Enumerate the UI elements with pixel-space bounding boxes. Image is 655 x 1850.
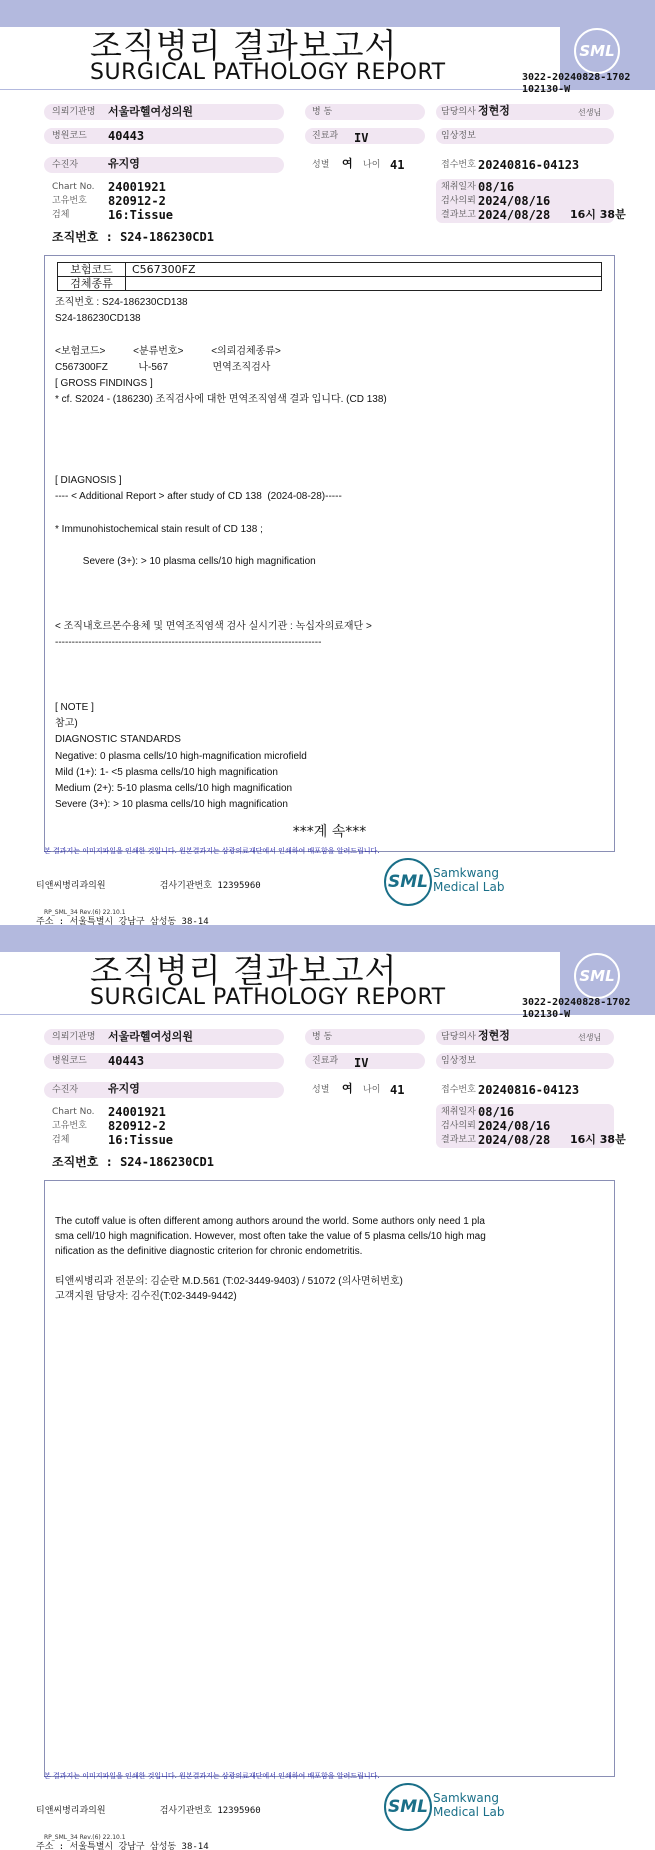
sex-value: 여	[342, 157, 353, 170]
report-line: sma cell/10 high magnification. However, most often take the value of 5 plasma cells/10 high mag	[55, 1231, 486, 1242]
report-line: Severe (3+): > 10 plasma cells/10 high magnification	[55, 556, 316, 568]
age-label: 나이	[363, 1085, 381, 1095]
chart-no-label: Chart No.	[52, 182, 95, 192]
label-pill	[44, 157, 284, 173]
document-code: 3022-20240828-1702 102130-W	[522, 997, 631, 1020]
report-line: * cf. S2024 - (186230) 조직검사에 대한 면역조직염색 결과 입니다. (CD 138)	[55, 394, 387, 406]
result-time-value: 16시 38분	[570, 208, 626, 221]
chart-no-value: 24001921	[108, 1105, 166, 1119]
report-title-en: SURGICAL PATHOLOGY REPORT	[90, 985, 446, 1010]
disclaimer: 본 결과지는 이미지파일을 인쇄한 것입니다. 원본결과지는 삼광의료재단에서 인쇄하여 배포함을 알려드립니다.	[44, 847, 380, 855]
report-line: 조직번호 : S24-186230CD138	[55, 297, 188, 308]
revision-code: RP_SML_34 Rev.(6) 22.10.1	[44, 909, 126, 916]
samkwang-logo-icon: SML	[384, 1783, 432, 1831]
report-title-kr: 조직병리 결과보고서	[90, 26, 398, 65]
hospital-code-label: 병원코드	[52, 1056, 87, 1066]
report-line: Medium (2+): 5-10 plasma cells/10 high magnification	[55, 783, 293, 794]
dept-label: 진료과	[312, 1056, 339, 1066]
document-code: 3022-20240828-1702 102130-W	[522, 72, 631, 95]
continued-marker: ***계 속***	[292, 824, 367, 840]
doctor-suffix: 선생님	[578, 108, 602, 117]
unique-no-value: 820912-2	[108, 1119, 166, 1133]
dept-value: IV	[354, 1056, 369, 1070]
report-line: 참고)	[55, 718, 78, 730]
request-date-value: 2024/08/16	[478, 1119, 551, 1133]
request-date-label: 검사의뢰	[441, 196, 476, 206]
sex-label: 성별	[312, 160, 330, 170]
ward-label: 병 동	[312, 1032, 333, 1042]
requesting-org-value: 서울라헬여성의원	[108, 1030, 194, 1043]
report-line: --------------------------------------------------------------------------------	[55, 637, 322, 649]
specimen-value: 16:Tissue	[108, 1133, 174, 1147]
unique-no-label: 고유번호	[52, 1121, 87, 1131]
insurance-code-label: 보험코드	[58, 263, 126, 277]
unique-no-value: 820912-2	[108, 194, 166, 208]
patient-name-value: 유지영	[108, 157, 140, 170]
age-value: 41	[390, 1083, 405, 1097]
report-line: Mild (1+): 1- <5 plasma cells/10 high magnification	[55, 766, 278, 778]
report-line: 티앤씨병리과 전문의: 김순란 M.D.561 (T:02-3449-9403) / 51072 (의사면허번호)	[55, 1276, 403, 1287]
disclaimer: 본 결과지는 이미지파일을 인쇄한 것입니다. 원본결과지는 삼광의료재단에서 인쇄하여 배포함을 알려드립니다.	[44, 1772, 380, 1780]
report-line: Severe (3+): > 10 plasma cells/10 high magnification	[55, 799, 288, 811]
doctor-label: 담당의사	[441, 107, 476, 117]
age-value: 41	[390, 158, 405, 172]
report-title-en: SURGICAL PATHOLOGY REPORT	[90, 60, 446, 85]
report-line: <보험코드> <분류번호> <의뢰검체종류>	[55, 345, 281, 357]
tissue-number: 조직번호 : S24-186230CD1	[52, 230, 214, 244]
result-date-value: 2024/08/28	[478, 1133, 551, 1147]
hospital-code-label: 병원코드	[52, 131, 87, 141]
result-date-value: 2024/08/28	[478, 208, 551, 222]
collect-date-value: 08/16	[478, 1105, 515, 1119]
report-page-2	[0, 925, 655, 1850]
dept-value: IV	[354, 131, 369, 145]
doctor-value: 정현정	[478, 104, 510, 117]
clinical-label: 임상정보	[441, 1056, 476, 1066]
report-line: C567300FZ 나-567 면역조직검사	[55, 361, 271, 373]
unique-no-label: 고유번호	[52, 196, 87, 206]
hospital-code-value: 40443	[108, 129, 145, 143]
patient-name-value: 유지영	[108, 1082, 140, 1095]
report-line: Negative: 0 plasma cells/10 high-magnification microfield	[55, 750, 307, 762]
samkwang-name: Samkwang Medical Lab	[433, 866, 505, 894]
receipt-label: 접수번호	[441, 160, 476, 170]
age-label: 나이	[363, 160, 381, 170]
request-date-label: 검사의뢰	[441, 1121, 476, 1131]
report-line: S24-186230CD138	[55, 313, 141, 325]
report-line: < 조직내호르몬수용체 및 면역조직염색 검사 실시기관 : 녹십자의료재단 >	[55, 621, 372, 632]
result-date-label: 결과보고	[441, 1135, 476, 1145]
report-line: 고객지원 담당자: 김수진(T:02-3449-9442)	[55, 1291, 237, 1302]
report-line: [ GROSS FINDINGS ]	[55, 378, 153, 389]
receipt-no-value: 20240816-04123	[478, 1083, 580, 1097]
requesting-org-value: 서울라헬여성의원	[108, 105, 194, 118]
doctor-label: 담당의사	[441, 1032, 476, 1042]
report-title-kr: 조직병리 결과보고서	[90, 951, 398, 990]
footer-line: 티앤씨병리과의원 검사기관번호 12395960	[36, 881, 261, 891]
specimen-kind-value	[126, 277, 602, 291]
report-line: nification as the definitive diagnostic criterion for chronic endometritis.	[55, 1246, 363, 1257]
patient-label: 수진자	[52, 1085, 79, 1095]
specimen-value: 16:Tissue	[108, 208, 174, 222]
chart-no-value: 24001921	[108, 180, 166, 194]
samkwang-logo-icon: SML	[384, 858, 432, 906]
revision-code: RP_SML_34 Rev.(6) 22.10.1	[44, 1834, 126, 1841]
dept-label: 진료과	[312, 131, 339, 141]
report-line: ---- < Additional Report > after study of CD 138 (2024-08-28)-----	[55, 491, 342, 503]
requesting-org-label: 의뢰기관명	[52, 107, 96, 117]
sml-logo-icon: SML	[574, 953, 620, 999]
doctor-value: 정현정	[478, 1029, 510, 1042]
specimen-kind-label: 검체종류	[58, 277, 126, 291]
clinical-label: 임상정보	[441, 131, 476, 141]
tissue-number: 조직번호 : S24-186230CD1	[52, 1155, 214, 1169]
hospital-code-value: 40443	[108, 1054, 145, 1068]
sex-value: 여	[342, 1082, 353, 1095]
receipt-no-value: 20240816-04123	[478, 158, 580, 172]
report-body	[44, 1180, 615, 1777]
report-line: [ NOTE ]	[55, 702, 94, 713]
patient-label: 수진자	[52, 160, 79, 170]
specimen-label: 검체	[52, 210, 70, 220]
collect-date-value: 08/16	[478, 180, 515, 194]
result-time-value: 16시 38분	[570, 1133, 626, 1146]
insurance-code-value: C567300FZ	[126, 263, 602, 277]
requesting-org-label: 의뢰기관명	[52, 1032, 96, 1042]
collect-date-label: 채취일자	[441, 182, 476, 192]
doctor-suffix: 선생님	[578, 1033, 602, 1042]
request-date-value: 2024/08/16	[478, 194, 551, 208]
report-line: The cutoff value is often different among authors around the world. Some authors only need 1 pla	[55, 1216, 485, 1227]
ward-label: 병 동	[312, 107, 333, 117]
footer-line: 주소 : 서울특별시 강남구 삼성동 38-14	[36, 1842, 209, 1850]
result-date-label: 결과보고	[441, 210, 476, 220]
chart-no-label: Chart No.	[52, 1107, 95, 1117]
report-line: [ DIAGNOSIS ]	[55, 475, 122, 487]
receipt-label: 접수번호	[441, 1085, 476, 1095]
sex-label: 성별	[312, 1085, 330, 1095]
report-body	[44, 255, 615, 852]
insurance-table	[57, 262, 602, 291]
sml-logo-icon: SML	[574, 28, 620, 74]
collect-date-label: 채취일자	[441, 1107, 476, 1117]
report-line: * Immunohistochemical stain result of CD 138 ;	[55, 523, 263, 535]
specimen-label: 검체	[52, 1135, 70, 1145]
samkwang-name: Samkwang Medical Lab	[433, 1791, 505, 1819]
report-line: DIAGNOSTIC STANDARDS	[55, 734, 181, 746]
footer-line: 티앤씨병리과의원 검사기관번호 12395960	[36, 1806, 261, 1816]
footer-line: 주소 : 서울특별시 강남구 삼성동 38-14	[36, 917, 209, 925]
label-pill	[44, 1082, 284, 1098]
